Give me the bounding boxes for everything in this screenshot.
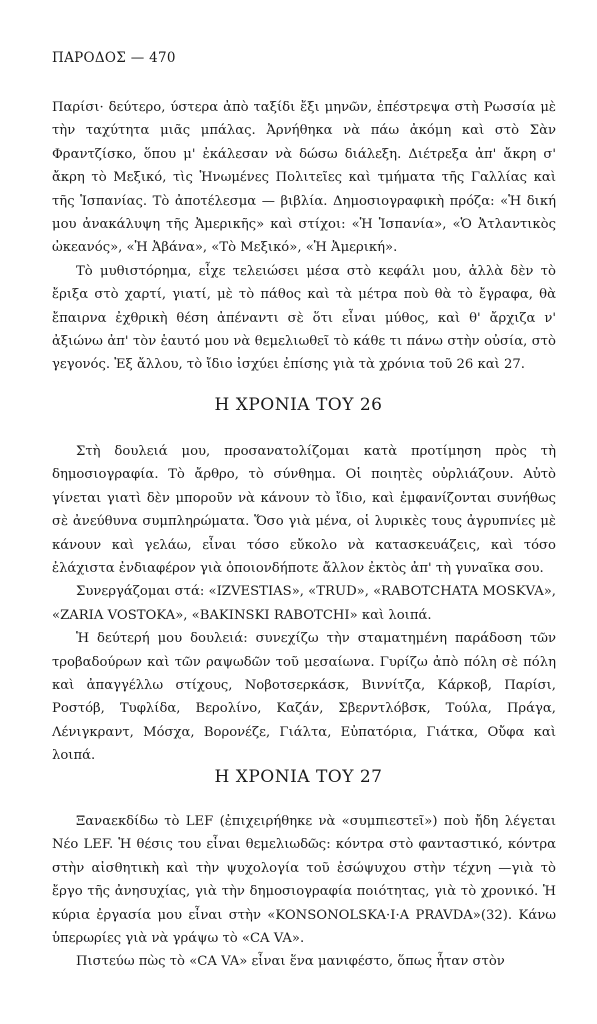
paragraph: Παρίσι· δεύτερο, ύστερα ἀπὸ ταξίδι ἔξι μηνῶν, ἐπέστρεψα στὴ Ρωσσία μὲ τὴν ταχύτητα μιᾶς μπάλας. Ἀρνήθηκα νὰ πάω ἀκόμη καὶ στὸ Σὰν Φραντζίσκο, ὅπου μ' ἐκάλεσαν νὰ δώσω διάλεξη. Διέτρεξα ἀπ' ἄκρη σ' ἄκρη τὸ Μεξικό, τὶς Ἡνωμένες Πολιτεῖες καὶ τμήματα τῆς Γαλλίας καὶ τῆς Ἱσπανίας. Τὸ ἀποτέλεσμα — βιβλία. Δημοσιογραφικὴ πρόζα: «Ἡ δική μου ἀνακάλυψη τῆς Ἀμερικῆς» καὶ στίχοι: «Ἡ Ἱσπανία», «Ὁ Ἀτλαντικὸς ὠκεανός», «Ἡ Ἀβάνα», «Τὸ Μεξικό», «Ἡ Ἀμερική». (52, 100, 556, 256)
section-heading-27: Η ΧΡΟΝΙΑ ΤΟΥ 27 (214, 767, 383, 787)
paragraph: Πιστεύω πὼς τὸ «CA VA» εἶναι ἕνα μανιφέστο, ὅπως ἦταν στὸν (76, 954, 505, 970)
running-header: ΠΑΡΟΔΟΣ — 470 (52, 50, 176, 66)
paragraph: Ἡ δεύτερή μου δουλειά: συνεχίζω τὴν σταματημένη παράδοση τῶν τροβαδούρων καὶ τῶν ραψωδῶν τοῦ μεσαίωνα. Γυρίζω ἀπὸ πόλη σὲ πόλη καὶ ἀπαγγέλλω στίχους, Νοβοτσερκάσκ, Βιννίτζα, Κάρκοβ, Παρίσι, Ροστόβ, Τυφλίδα, Βερολίνο, Καζάν, Σβερντλόβσκ, Τούλα, Πράγα, Λένιγκραντ, Μόσχα, Βορονέζε, Γιάλτα, Εὐπατόρια, Γιάτκα, Οὔφα καὶ λοιπά. (52, 631, 556, 764)
section-heading-26: Η ΧΡΟΝΙΑ ΤΟΥ 26 (214, 395, 383, 415)
paragraph: Ξαναεκδίδω τὸ LEF (ἐπιχειρήθηκε νὰ «συμπιεστεῖ») ποὺ ἤδη λέγεται Νέο LEF. Ἡ θέσις του εἶναι θεμελιωδῶς: κόντρα στὸ φανταστικό, κόντρα στὴν αἰσθητικὴ καὶ τὴν ψυχολογία τοῦ ἐσώψυχου στὴν τέχνη —γιὰ τὸ ἔργο τῆς ἀνησυχίας, γιὰ τὴν δημοσιογραφία ποιότητας, γιὰ τὸ χρονικό. Ἡ κύρια ἐργασία μου εἶναι στὴν «KONSONOLSKA·I·A PRAVDA»(32). Κάνω ὑπερωρίες γιὰ νὰ γράψω τὸ «CA VA». (52, 814, 556, 947)
section-1-text (52, 96, 556, 377)
paragraph: Συνεργάζομαι στά: «IZVESTIAS», «TRUD», «RABOTCHATA MOSKVA», «ZARIA VOSTOKA», «BAKINSKI RABOTCHI» καὶ λοιπά. (52, 584, 556, 623)
section-2-text (52, 440, 556, 768)
paragraph: Τὸ μυθιστόρημα, εἶχε τελειώσει μέσα στὸ κεφάλι μου, ἀλλὰ δὲν τὸ ἔριξα στὸ χαρτί, γιατί, μὲ τὸ πάθος καὶ τὰ μέτρα ποὺ θὰ τὸ ἔγραφα, θὰ ἔπαιρνα ἐχθρικὴ θέση ἀπέναντι σὲ ὅτι εἶναι μύθος, καὶ θ' ἄρχιζα ν' ἀξιώνω ἀπ' τὸν ἑαυτό μου νὰ θεμελιωθεῖ τὸ κάθε τι πάνω στὴν οὐσία, στὸ γεγονός. Ἐξ ἄλλου, τὸ ἴδιο ἰσχύει ἐπίσης γιὰ τὰ χρόνια τοῦ 26 καὶ 27. (52, 263, 556, 373)
section-3-text (52, 810, 556, 974)
paragraph: Στὴ δουλειά μου, προσανατολίζομαι κατὰ προτίμηση πρὸς τὴ δημοσιογραφία. Τὸ ἄρθρο, τὸ σύνθημα. Οἱ ποιητὲς οὐρλιάζουν. Αὐτὸ γίνεται γιατὶ δὲν μποροῦν νὰ κάνουν τὸ ἴδιο, καὶ ἐμφανίζονται συνήθως σὲ ἀνεύθυνα συμπληρώματα. Ὅσο γιὰ μένα, οἱ λυρικὲς τους ἀγρυπνίες μὲ κάνουν καὶ γελάω, εἶναι τόσο εὔκολο νὰ κατασκευάζεις, καὶ τόσο ἐλάχιστα ἐνδιαφέρον γιὰ ὁποιονδήποτε ἄλλον ἐκτὸς ἀπ' τὴ γυναῖκα σου. (52, 444, 556, 577)
